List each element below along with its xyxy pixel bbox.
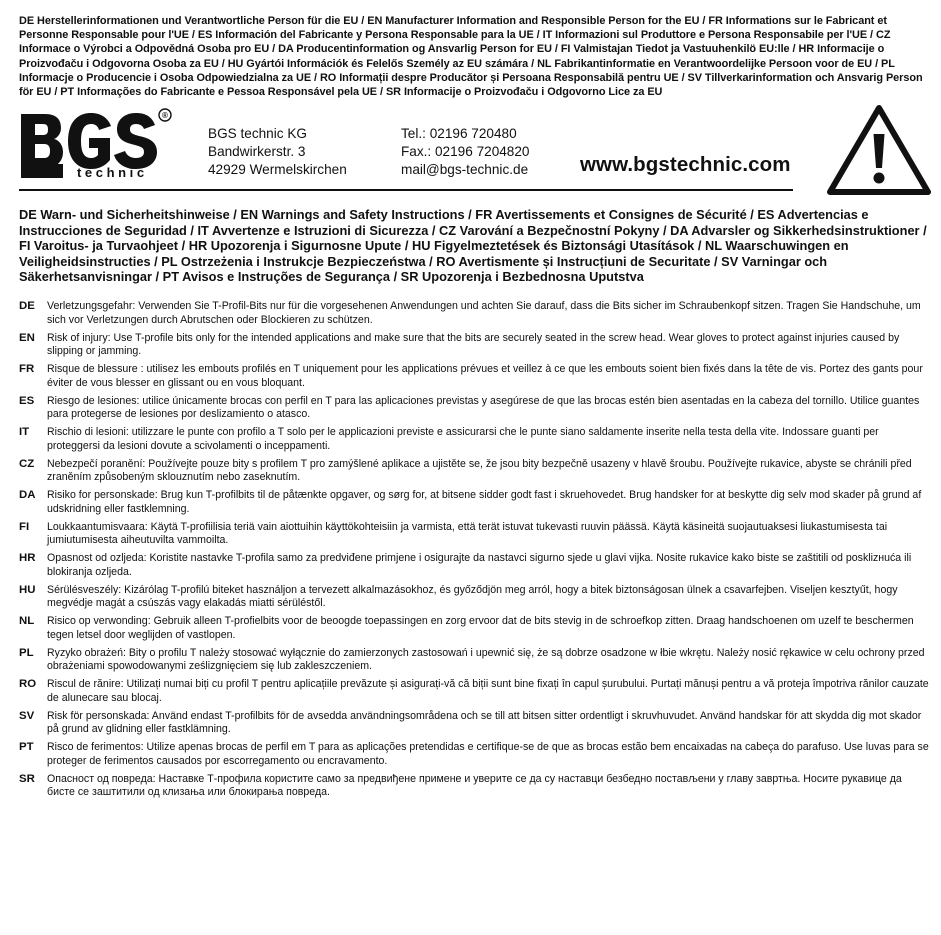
language-code: FI — [19, 520, 30, 533]
instruction-item-nl — [19, 615, 931, 647]
instruction-text: Sérülésveszély: Kizárólag T-profilú biteket használjon a tervezett alkalmazásokhoz, és győződjön meg arról, hogy a bitek biztonságosan ülnek a csavarfejben. Viseljen kesztyűt, hogy megvédje magát a csúszás vagy elakadás miatti sérüléstől. — [47, 583, 898, 609]
instruction-item-ro — [19, 678, 931, 710]
instruction-item-da — [19, 489, 931, 521]
instructions-list — [19, 300, 931, 804]
instruction-text: Opasnost od ozljeda: Koristite nastavke T-profila samo za predviđene primjene i osigurajte da nastavci sigurno sjede u glavi vijka. Nosite rukavice kako biste se zaštitili od posklizнuća ili blokiranja ozljeda. — [47, 552, 912, 578]
language-code: ES — [19, 394, 35, 407]
instruction-text: Nebezpečí poranění: Používejte pouze bity s profilem T pro zamýšlené aplikace a ujistěte se, že jsou bity bezpečně usazeny v hlavě šroubu. Používejte rukavice, abyste se chránili před zraněním způsobeným sklouznutím nebo zaseknutím. — [47, 457, 912, 483]
instruction-item-fi — [19, 521, 931, 553]
instruction-item-es — [19, 395, 931, 427]
language-code: CZ — [19, 457, 35, 470]
instruction-text: Risico op verwonding: Gebruik alleen T-profielbits voor de beoogde toepassingen en zorg ervoor dat de bits stevig in de schroefkop zitten. Draag handschoenen om uzelf te beschermen tegen letsel door weglijden of vastlopen. — [47, 615, 914, 641]
instruction-text: Riesgo de lesiones: utilice únicamente brocas con perfil en T para las aplicaciones previstas y asegúrese de que las brocas estén bien asentadas en la cabeza del tornillo. Utilice guantes para protegerse de lesiones por deslizamiento o atasco. — [47, 394, 920, 420]
language-code: HR — [19, 552, 36, 564]
instruction-text: Verletzungsgefahr: Verwenden Sie T-Profil-Bits nur für die vorgesehenen Anwendungen und achten Sie darauf, dass die Bits sicher im Schraubenkopf sitzen. Tragen Sie Handschuhe, um sich vor Verletzungen durch Abrutschen oder Blockieren zu schützen. — [47, 300, 921, 326]
registered-mark: ® — [162, 111, 168, 120]
instruction-item-it — [19, 426, 931, 458]
language-code: IT — [19, 426, 30, 438]
website-url: www.bgstechnic.com — [580, 153, 791, 176]
email-address: mail@bgs-technic.de — [401, 162, 529, 177]
city-address: 42929 Wermelskirchen — [208, 162, 347, 177]
instruction-item-fr — [19, 363, 931, 395]
language-code: NL — [19, 615, 35, 627]
instruction-item-cz — [19, 458, 931, 490]
instruction-item-pt — [19, 741, 931, 773]
instruction-text: Risk för personskada: Använd endast T-profilbits för de avsedda användningsområdena och se till att bitsen sitter ordentligt i skruvhuvudet. Använd handskar för att skydda dig mot skador på grund av glidning eller fastklämning. — [47, 709, 922, 735]
language-code: HU — [19, 583, 36, 596]
contact-details — [401, 125, 530, 179]
instruction-text: Risco de ferimentos: Utilize apenas brocas de perfil em T para as aplicações pretendidas e certifique-se de que as brocas estão bem encaixadas na cabeça do parafuso. Use luvas para se proteger de ferimentos causados por escorregamento ou encravamento. — [47, 741, 929, 767]
instruction-text: Опасност од повреда: Наставке Т-профила користите само за предвиђене примене и уверите се да су наставци безбедно постављени у главу завртња. Носите рукавице да бисте се заштитили од клизања или блокирања повреда. — [47, 772, 902, 798]
logo-tagline: technic — [77, 165, 148, 180]
language-code: SV — [19, 709, 35, 722]
bgs-logo — [19, 108, 173, 180]
language-code: DA — [19, 489, 36, 501]
instruction-text: Risque de blessure : utilisez les embouts profilés en T uniquement pour les applications prévues et veillez à ce que les embouts soient bien fixés dans la tête de vis. Portez des gants pour éviter de vous blesser en glissant ou en vous bloquant. — [47, 363, 923, 389]
instruction-item-sr — [19, 773, 931, 805]
instruction-item-pl — [19, 647, 931, 679]
instruction-item-en — [19, 332, 931, 364]
instruction-item-hr — [19, 552, 931, 584]
company-address — [208, 125, 347, 179]
header-divider — [19, 189, 793, 191]
language-code: FR — [19, 363, 35, 375]
instruction-item-de — [19, 300, 931, 332]
instruction-text: Riscul de rănire: Utilizați numai biți cu profil T pentru aplicațiile prevăzute și asigurați-vă că biții sunt bine fixați în capul șurubului. Purtați mănuși pentru a vă proteja împotriva rănilor cauzate de alunecare sau blocaj. — [47, 678, 929, 704]
instruction-item-sv — [19, 710, 931, 742]
language-code: SR — [19, 772, 35, 785]
safety-instructions-heading: DE Warn- und Sicherheitshinweise / EN Warnings and Safety Instructions / FR Avertissements et Consignes de Sécurité / ES Advertencias e Instrucciones de Seguridad / IT Avvertenze e Istruzioni di Sicurezza / CZ Varování a Bezpečnostní Pokyny / DA Advarsler og Sikkerhedsinstruktioner / FI Varoitus- ja Turvaohjeet / HR Upozorenja i Sigurnosne Upute / HU Figyelmeztetések és Biztonsági Utasítások / NL Waarschuwingen en Veiligheidsinstructies / PL Ostrzeżenia i Instrukcje Bezpieczeństwa / RO Avertismente și Instrucțiuni de Securitate / SV Varningar och Säkerhetsanvisningar / PT Avisos e Instruções de Segurança / SR Upozorenja i Bezbednosna Uputstva — [19, 207, 927, 285]
language-code: RO — [19, 678, 37, 690]
instruction-text: Loukkaantumisvaara: Käytä T-profiilisia teriä vain aiottuihin käyttökohteisiin ja varmista, että terät istuvat tukevasti ruuvin päässä. Käytä käsineitä suojautuaksesi liukastumisesta tai jumiutumisesta aiheutuvilta vammoilta. — [47, 520, 888, 546]
instruction-text: Rischio di lesioni: utilizzare le punte con profilo a T solo per le applicazioni previste e assicurarsi che le punte siano saldamente inserite nella testa della vite. Indossare guanti per proteggersi da lesioni dovute a scivolamenti o inceppamenti. — [47, 426, 879, 452]
telephone-number: Tel.: 02196 720480 — [401, 126, 517, 141]
language-code: DE — [19, 300, 35, 312]
manufacturer-info-heading: DE Herstellerinformationen und Verantwortliche Person für die EU / EN Manufacturer Information and Responsible Person for the EU / FR Informations sur le Fabricant et Personne Responsable pour l'UE / ES Información del Fabricante y Persona Responsable para la UE / IT Informazioni sul Produttore e Persona Responsabile per l'UE / CZ Informace o Výrobci a Odpovědná Osoba pro EU / DA Producentinformation og Ansvarlig Person for EU / FI Valmistajan Tiedot ja Vastuuhenkilö EU:lle / HR Informacije o Proizvođaču i Odgovorna Osoba za EU / HU Gyártói Információk és Felelős Személy az EU számára / NL Fabrikantinformatie en Verantwoordelijke Persoon voor de EU / PL Informacje o Producencie i Osoba Odpowiedzialna za UE / RO Informații despre Producător și Persoana Responsabilă pentru UE / SV Tillverkarinformation och Ansvarig Person för EU / PT Informações do Fabricante e Pessoa Responsável pela UE / SR Informacije o Proizvođaču i Odgovorno Lice za EU — [19, 15, 923, 99]
language-code: PT — [19, 741, 34, 753]
instruction-text: Ryzyko obrażeń: Bity o profilu T należy stosować wyłącznie do zamierzonych zastosowań i upewnić się, że są dobrze osadzone w łbie wkrętu. Należy nosić rękawice w celu ochrony przed obrażeniami spowodowanymi ześlizgnięciem się lub zakleszczeniem. — [47, 646, 925, 672]
company-name: BGS technic KG — [208, 126, 307, 141]
language-code: PL — [19, 646, 34, 659]
warning-triangle-icon — [826, 104, 932, 196]
fax-number: Fax.: 02196 7204820 — [401, 144, 530, 159]
instruction-text: Risiko for personskade: Brug kun T-profilbits til de påtænkte opgaver, og sørg for, at bitsene sidder godt fast i skruehovedet. Brug handsker for at beskytte dig selv mod skader på grund af udskridning eller fastklemning. — [47, 489, 922, 515]
street-address: Bandwirkerstr. 3 — [208, 144, 306, 159]
instruction-item-hu — [19, 584, 931, 616]
language-code: EN — [19, 331, 35, 344]
instruction-text: Risk of injury: Use T-profile bits only for the intended applications and make sure that the bits are securely seated in the screw head. Wear gloves to protect against injuries caused by slipping or jamming. — [47, 331, 900, 357]
